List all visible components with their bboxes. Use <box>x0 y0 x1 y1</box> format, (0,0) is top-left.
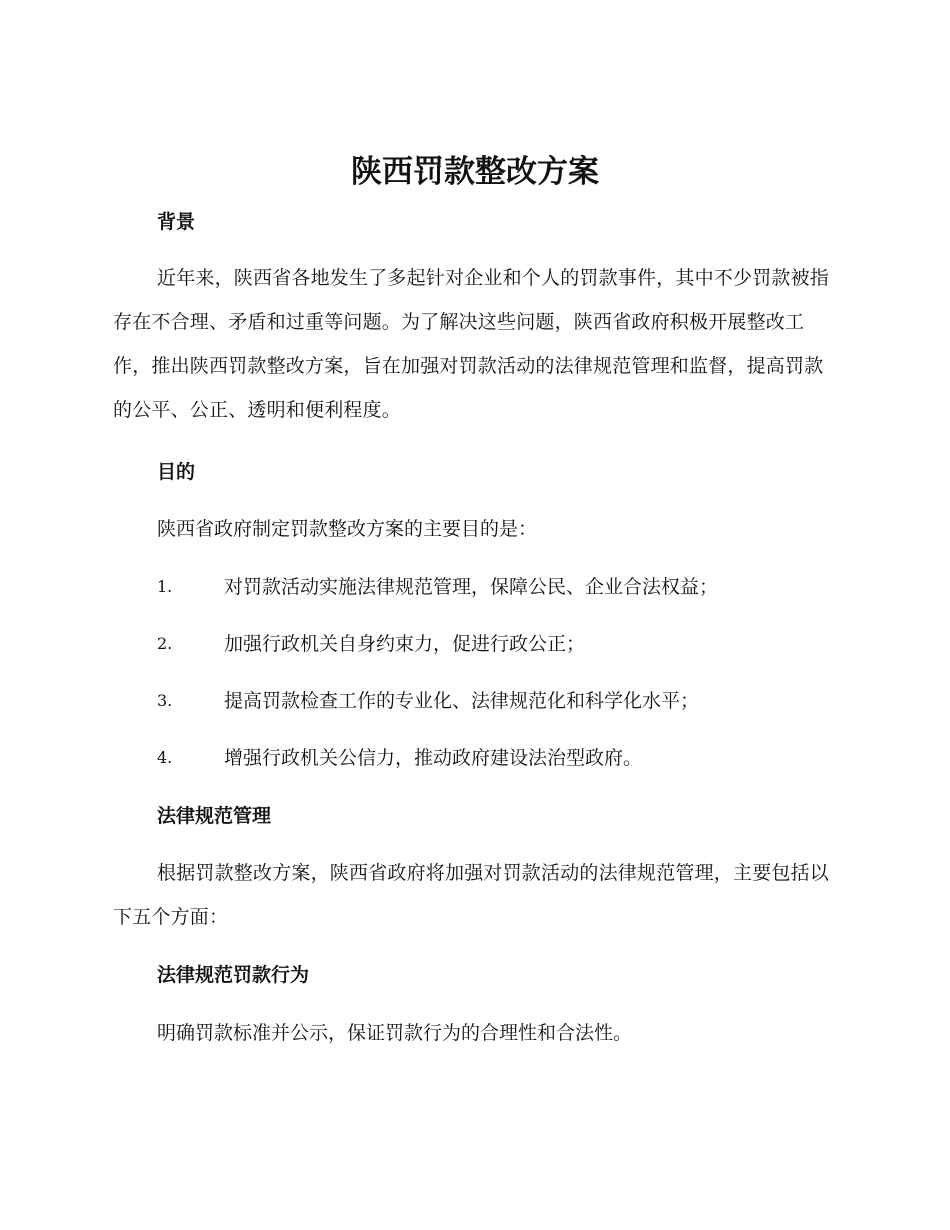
list-item-number: 1. <box>157 577 173 596</box>
list-item-number: 2. <box>157 634 173 653</box>
document-title: 陕西罚款整改方案 <box>351 154 599 190</box>
list-item-text: 增强行政机关公信力，推动政府建设法治型政府。 <box>224 747 643 769</box>
heading-legal-management: 法律规范管理 <box>157 805 272 827</box>
heading-legal-penalty-behavior: 法律规范罚款行为 <box>157 964 310 986</box>
list-item-text: 对罚款活动实施法律规范管理，保障公民、企业合法权益； <box>224 576 719 598</box>
list-item-text: 提高罚款检查工作的专业化、法律规范化和科学化水平； <box>224 690 700 712</box>
list-item-text: 加强行政机关自身约束力，促进行政公正； <box>224 633 586 655</box>
list-item-number: 4. <box>157 748 173 767</box>
paragraph-background: 近年来，陕西省各地发生了多起针对企业和个人的罚款事件，其中不少罚款被指存在不合理、矛盾和过重等问题。为了解决这些问题，陕西省政府积极开展整改工作，推出陕西罚款整改方案，旨在加强对罚款活动的法律规范管理和监督，提高罚款的公平、公正、透明和便利程度。 <box>113 267 830 421</box>
paragraph-legal-management: 根据罚款整改方案，陕西省政府将加强对罚款活动的法律规范管理，主要包括以下五个方面： <box>113 862 830 928</box>
list-item-number: 3. <box>157 691 173 710</box>
purpose-intro: 陕西省政府制定罚款整改方案的主要目的是： <box>157 518 538 540</box>
heading-purpose: 目的 <box>157 461 196 483</box>
paragraph-legal-penalty-behavior: 明确罚款标准并公示，保证罚款行为的合理性和合法性。 <box>157 1022 633 1044</box>
heading-background: 背景 <box>157 211 196 233</box>
